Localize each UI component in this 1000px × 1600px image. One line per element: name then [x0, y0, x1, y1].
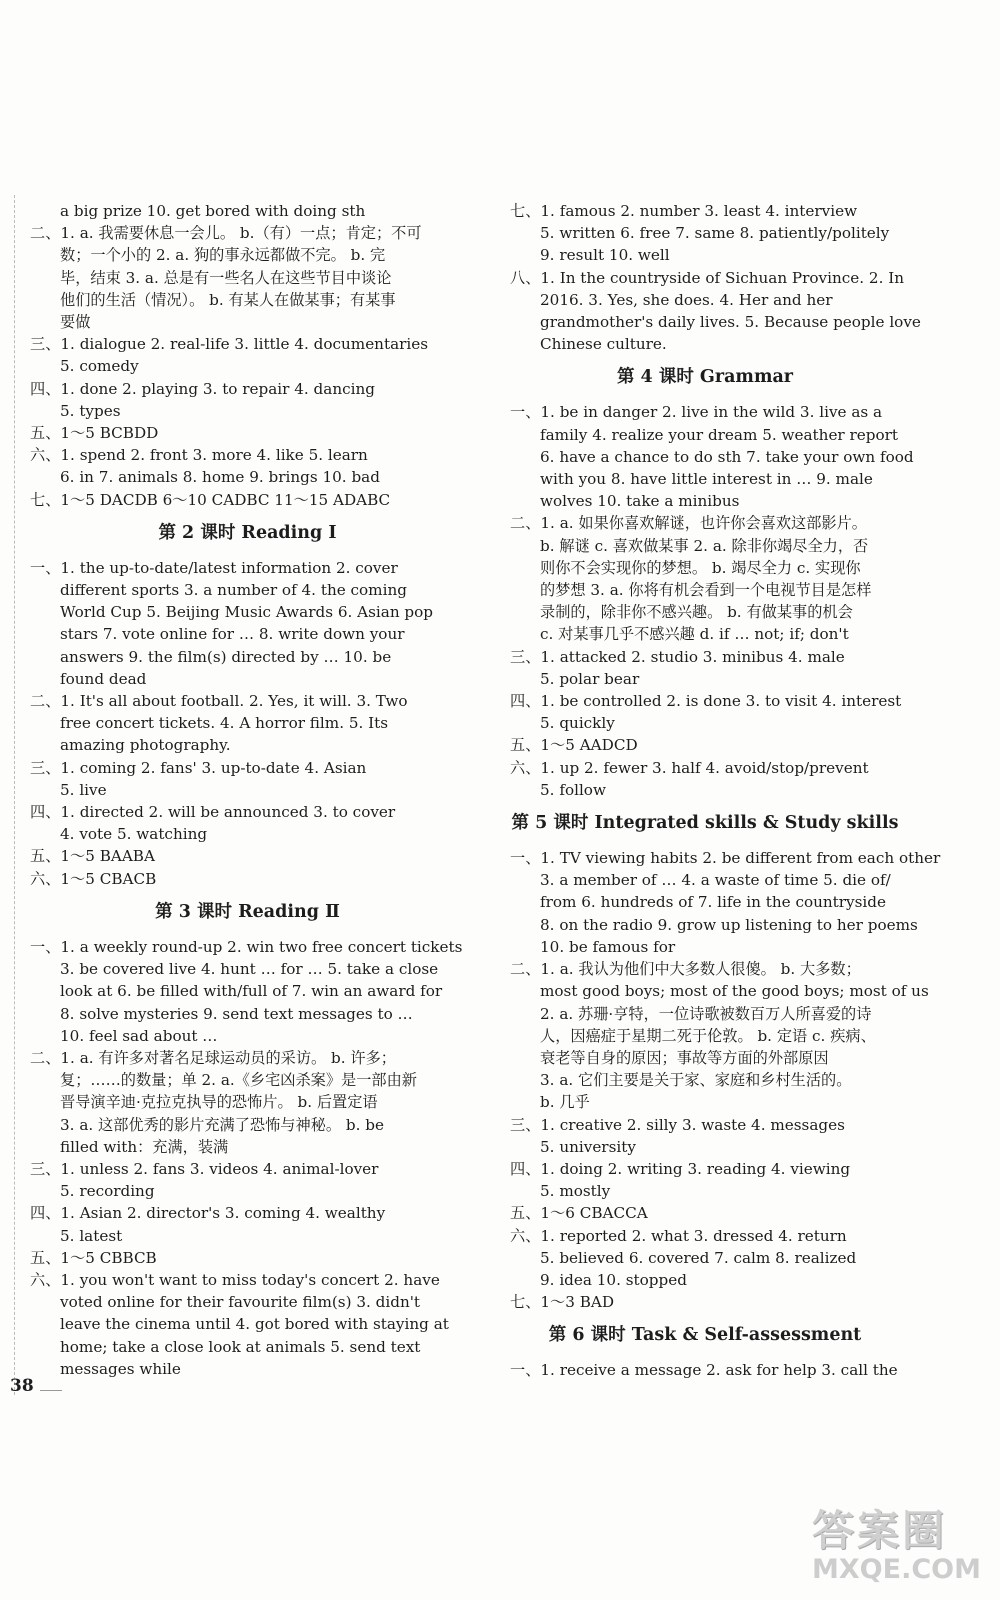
right-column [510, 200, 941, 1382]
answer-line: 二、1. a. 我认为他们中大多数人很傻。 b. 大多数； [510, 960, 861, 979]
answer-line: 10. be famous for [540, 937, 676, 956]
answer-line: 一、1. be in danger 2. live in the wild 3. live as a [510, 403, 883, 422]
answer-line: 9. result 10. well [540, 246, 670, 265]
section-heading: 第 2 课时 Reading Ⅰ [158, 522, 337, 543]
answer-line: 七、1～3 BAD [510, 1293, 615, 1312]
answer-line: 5. follow [540, 780, 606, 799]
binding-margin-dashes [14, 195, 15, 1395]
watermark-domain: MXQE.COM [812, 1554, 981, 1585]
answer-line: 要做 [60, 313, 91, 332]
answer-line: 八、1. In the countryside of Sichuan Province. 2. In [510, 268, 905, 287]
answer-line: 5. live [60, 780, 107, 799]
answer-line: 5. types [60, 401, 121, 420]
answer-line: 3. be covered live 4. hunt … for … 5. take a close [60, 960, 439, 979]
answer-line: 三、1. unless 2. fans 3. videos 4. animal-lover [30, 1159, 379, 1178]
answer-line: 5. mostly [540, 1182, 611, 1201]
answer-line: 四、1. directed 2. will be announced 3. to cover [30, 803, 396, 822]
section-heading: 第 3 课时 Reading Ⅱ [155, 901, 340, 922]
answer-line: 六、1. you won't want to miss today's concert 2. have [30, 1270, 440, 1289]
answer-line: 3. a. 它们主要是关于家、家庭和乡村生活的。 [540, 1071, 852, 1090]
answer-line: 二、1. a. 如果你喜欢解谜，也许你会喜欢这部影片。 [510, 514, 867, 533]
answer-line: leave the cinema until 4. got bored with staying at [60, 1315, 449, 1334]
answer-line: 五、1～5 BAABA [30, 847, 155, 866]
answer-line: 5. polar bear [540, 669, 640, 688]
answer-line: Chinese culture. [540, 335, 667, 354]
answer-line: 8. on the radio 9. grow up listening to her poems [540, 915, 918, 934]
answer-line: different sports 3. a number of 4. the coming [60, 581, 407, 600]
answer-line: filled with：充满，装满 [60, 1137, 229, 1156]
answer-line: 2. a. 苏珊·亨特，一位诗歌被数百万人所喜爱的诗 [540, 1004, 872, 1023]
answer-line: World Cup 5. Beijing Music Awards 6. Asian pop [60, 603, 434, 622]
answer-line: 四、1. Asian 2. director's 3. coming 4. wealthy [30, 1204, 386, 1223]
answer-line: 6. in 7. animals 8. home 9. brings 10. bad [60, 468, 380, 487]
answer-line: a big prize 10. get bored with doing sth [60, 202, 366, 220]
answer-line: 六、1～5 CBACB [30, 869, 157, 888]
answer-line: 数；一个小的 2. a. 狗的事永远都做不完。 b. 完 [60, 246, 386, 265]
answer-line: 4. vote 5. watching [60, 825, 208, 844]
answer-line: with you 8. have little interest in … 9. male [540, 470, 873, 489]
answer-line: 二、1. It's all about football. 2. Yes, it will. 3. Two [30, 692, 408, 711]
answer-line: b. 解谜 c. 喜欢做某事 2. a. 除非你竭尽全力，否 [540, 536, 869, 555]
answer-line: 七、1. famous 2. number 3. least 4. interview [510, 202, 858, 220]
answer-line: 五、1～5 BCBDD [30, 424, 159, 443]
section-heading: 第 5 课时 Integrated skills & Study skills [511, 813, 899, 834]
answer-line: 毕，结束 3. a. 总是有一些名人在这些节目中谈论 [60, 268, 392, 287]
answer-line: 5. believed 6. covered 7. calm 8. realized [540, 1248, 857, 1267]
answer-line: 六、1. up 2. fewer 3. half 4. avoid/stop/prevent [510, 758, 869, 777]
answer-line: 五、1～6 CBACCA [510, 1204, 648, 1223]
answer-line: 3. a. 这部优秀的影片充满了恐怖与神秘。 b. be [60, 1115, 384, 1134]
answer-line: 二、1. a. 我需要休息一会儿。 b.（有）一点；肯定；不可 [30, 224, 422, 243]
answer-line: 6. have a chance to do sth 7. take your own food [540, 447, 914, 466]
answer-line: 六、1. reported 2. what 3. dressed 4. return [510, 1226, 847, 1245]
answer-line: 3. a member of … 4. a waste of time 5. die of/ [540, 871, 891, 890]
answer-line: 五、1～5 CBBCB [30, 1248, 157, 1267]
answer-line: most good boys; most of the good boys; most of us [540, 982, 929, 1001]
watermark-text: 答案圈 [812, 1506, 948, 1555]
answer-line: free concert tickets. 4. A horror film. 5. Its [60, 714, 389, 733]
answer-line: 六、1. spend 2. front 3. more 4. like 5. learn [30, 446, 368, 465]
answer-line: 5. latest [60, 1226, 123, 1245]
answer-line: 七、1～5 DACDB 6～10 CADBC 11～15 ADABC [30, 490, 391, 509]
answer-line: 晋导演辛迪·克拉克执导的恐怖片。 b. 后置定语 [60, 1093, 378, 1112]
answer-line: 5. written 6. free 7. same 8. patiently/politely [540, 224, 890, 243]
left-column [30, 200, 465, 1380]
answer-line: 他们的生活（情况）。 b. 有某人在做某事；有某事 [60, 290, 396, 309]
answer-line: amazing photography. [60, 736, 231, 755]
answer-line: 四、1. done 2. playing 3. to repair 4. dancing [30, 379, 375, 398]
answer-line: home; take a close look at animals 5. send text [60, 1337, 421, 1356]
answer-line: 五、1～5 AADCD [510, 736, 638, 755]
page-number-rule [40, 1390, 62, 1391]
answer-line: wolves 10. take a minibus [540, 492, 740, 511]
section-heading: 第 4 课时 Grammar [616, 367, 794, 388]
answer-line: 8. solve mysteries 9. send text messages to … [60, 1004, 413, 1023]
answer-line: family 4. realize your dream 5. weather report [540, 425, 898, 444]
page-number: 38 [10, 1376, 34, 1396]
answer-line: 9. idea 10. stopped [540, 1270, 687, 1289]
watermark-logo [812, 1498, 992, 1598]
answer-line: 的梦想 3. a. 你将有机会看到一个电视节目是怎样 [540, 581, 872, 600]
answer-line: 5. recording [60, 1182, 155, 1201]
answer-line: 四、1. doing 2. writing 3. reading 4. viewing [510, 1159, 851, 1178]
answer-line: answers 9. the film(s) directed by … 10. be [60, 647, 392, 666]
answer-line: grandmother's daily lives. 5. Because people love [540, 313, 921, 332]
answer-line: 一、1. a weekly round-up 2. win two free concert tickets [30, 937, 463, 956]
answer-line: 三、1. creative 2. silly 3. waste 4. messages [510, 1115, 845, 1134]
answer-line: 2016. 3. Yes, she does. 4. Her and her [540, 290, 833, 309]
answer-line: b. 几乎 [540, 1093, 590, 1112]
answer-line: from 6. hundreds of 7. life in the countryside [540, 893, 886, 912]
answer-line: 三、1. dialogue 2. real-life 3. little 4. documentaries [30, 335, 429, 354]
answer-line: 衰老等自身的原因；事故等方面的外部原因 [540, 1048, 829, 1067]
answer-line: 5. comedy [60, 357, 139, 376]
answer-line: 二、1. a. 有许多对著名足球运动员的采访。 b. 许多； [30, 1048, 396, 1067]
answer-line: voted online for their favourite film(s) 3. didn't [60, 1293, 421, 1312]
answer-line: 一、1. receive a message 2. ask for help 3. call the [510, 1361, 898, 1380]
answer-line: look at 6. be filled with/full of 7. win an award for [60, 982, 443, 1001]
answer-line: 一、1. TV viewing habits 2. be different from each other [510, 849, 941, 868]
answer-line: 三、1. coming 2. fans' 3. up-to-date 4. Asian [30, 758, 367, 777]
answer-line: stars 7. vote online for … 8. write down your [60, 625, 405, 644]
answer-line: 三、1. attacked 2. studio 3. minibus 4. male [510, 647, 845, 666]
answer-line: c. 对某事几乎不感兴趣 d. if … not; if; don't [540, 625, 849, 644]
answer-line: 5. quickly [540, 714, 615, 733]
answer-line: 录制的，除非你不感兴趣。 b. 有做某事的机会 [540, 603, 853, 622]
section-heading: 第 6 课时 Task & Self-assessment [548, 1325, 862, 1346]
answer-line: 则你不会实现你的梦想。 b. 竭尽全力 c. 实现你 [540, 558, 861, 577]
answer-line: found dead [60, 669, 147, 688]
answer-line: 复；……的数量；单 2. a.《乡宅凶杀案》是一部由新 [60, 1071, 417, 1090]
answer-line: messages while [60, 1359, 181, 1378]
answer-line: 一、1. the up-to-date/latest information 2. cover [30, 558, 398, 577]
answer-line: 10. feel sad about … [60, 1026, 218, 1045]
answer-line: 四、1. be controlled 2. is done 3. to visit 4. interest [510, 692, 902, 711]
answer-line: 5. university [540, 1137, 636, 1156]
answer-line: 人，因癌症于星期二死于伦敦。 b. 定语 c. 疾病、 [540, 1026, 876, 1045]
